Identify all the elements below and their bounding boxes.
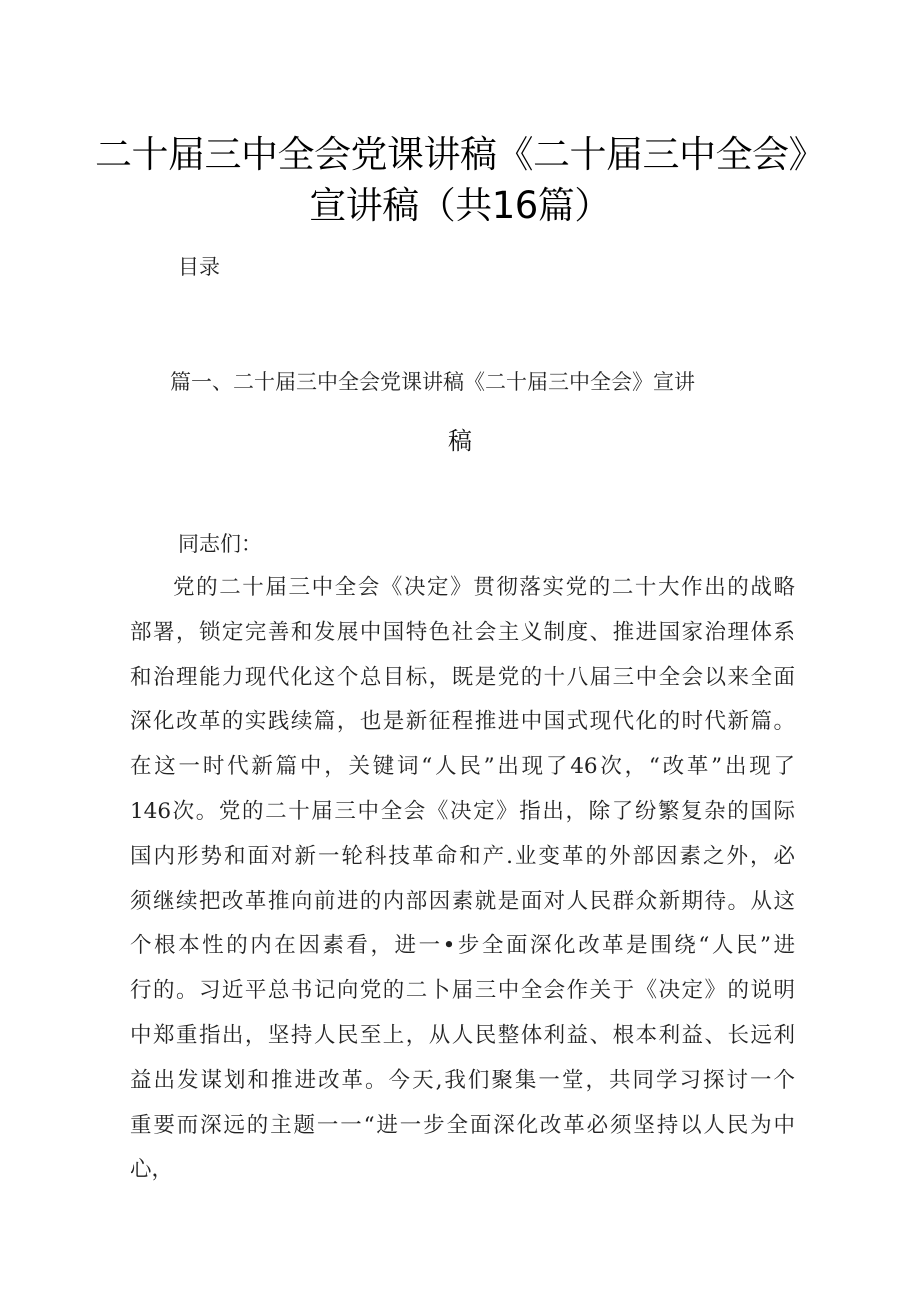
body-line: 心，: [130, 1157, 174, 1183]
body-line: 146次。党的二十届三中全会《决定》指出，除了纷繁复杂的国际: [130, 798, 795, 824]
body-paragraph: [130, 572, 795, 1199]
body-line: 部署，锁定完善和发展中国特色社会主义制度、推进国家治理体系: [130, 619, 795, 645]
body-line: 中郑重指出，坚持人民至上，从人民整体利益、根本利益、长远利: [130, 1022, 795, 1048]
document-title-line-2: 宣讲稿（共16篇）: [309, 184, 611, 227]
body-line: 国内形势和面对新一轮科技革命和产.业变革的外部因素之外，必: [130, 843, 795, 869]
section-heading-line-2: 稿: [448, 427, 472, 455]
section-heading-line-1: 篇一、二十届三中全会党课讲稿《二十届三中全会》宣讲: [170, 370, 695, 394]
body-line: 重要而深远的主题一一“进一步全面深化改革必须坚持以人民为中: [130, 1112, 795, 1138]
body-line: 行的。习近平总书记向党的二卜届三中全会作关于《决定》的说明: [130, 978, 795, 1004]
document-title-line-1: 二十届三中全会党课讲稿《二十届三中全会》: [95, 133, 825, 176]
body-line: 深化改革的实践续篇，也是新征程推进中国式现代化的时代新篇。: [130, 709, 795, 735]
body-line: 和治理能力现代化这个总目标，既是党的十八届三中全会以来全面: [130, 664, 795, 690]
body-line: 益出发谋划和推进改革。今天,我们聚集一堂，共同学习探讨一个: [130, 1067, 795, 1093]
greeting: 同志们：: [178, 532, 262, 556]
body-line: 个根本性的内在因素看，进一•步全面深化改革是围绕“人民”进: [130, 933, 795, 959]
body-line: 须继续把改革推向前进的内部因素就是面对人民群众新期待。从这: [130, 888, 795, 914]
toc-label: 目录: [178, 255, 220, 279]
body-line: 在这一时代新篇中，关键词“人民”出现了46次，“改革”出现了: [130, 754, 795, 780]
body-line: 党的二十届三中全会《决定》贯彻落实党的二十大作出的战略: [173, 575, 795, 600]
